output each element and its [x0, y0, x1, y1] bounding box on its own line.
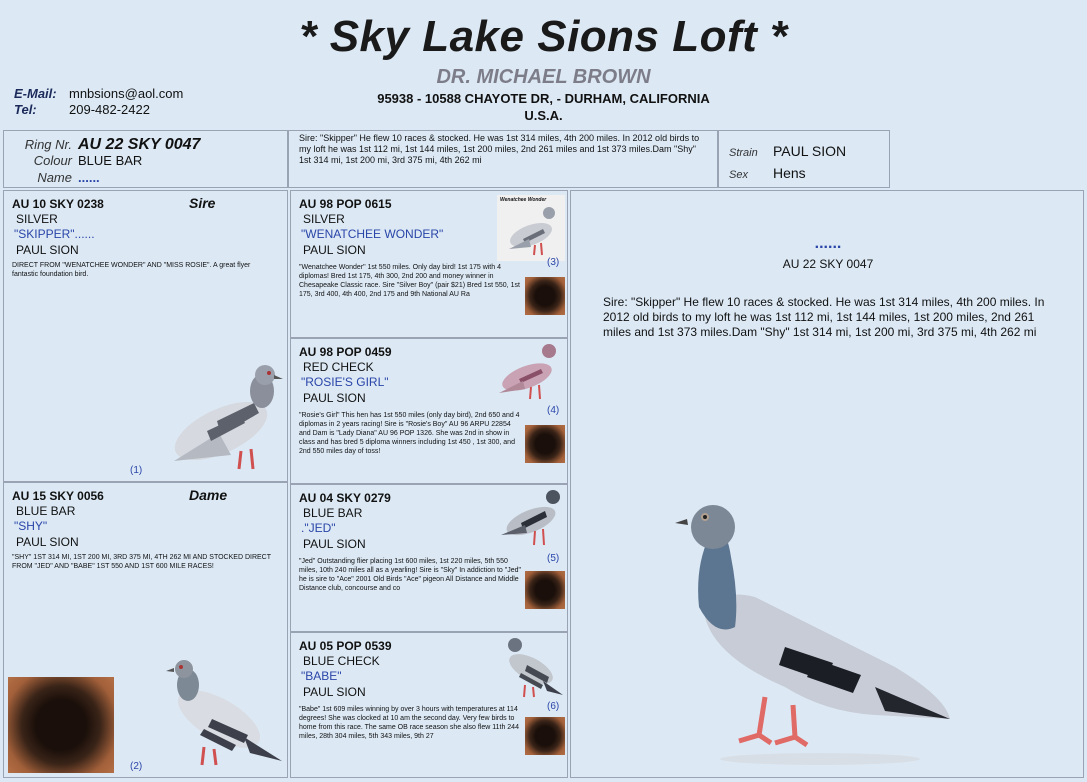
strain-sex-box: [718, 130, 890, 188]
sire-pigeon-image: [159, 363, 287, 478]
gp3-cell: [290, 190, 568, 338]
sire-role: Sire: [189, 195, 216, 211]
tel-value: 209-482-2422: [69, 102, 150, 117]
dame-desc: "SHY" 1ST 314 MI, 1ST 200 MI, 3RD 375 MI, 4TH 262 MI AND STOCKED DIRECT FROM "JED" AND "BABE" 1ST 550 AND 1ST 600 MILE RACES!: [12, 554, 271, 570]
gp6-cell: [290, 632, 568, 778]
gp4-ring: AU 98 POP 0459: [299, 345, 392, 359]
gp3-number: (3): [547, 257, 560, 268]
sire-cell: [3, 190, 288, 482]
street-address: 95938 - 10588 CHAYOTE DR, - DURHAM, CALIFORNIA: [377, 91, 710, 106]
main-desc: Sire: "Skipper" He flew 10 races & stocked. He was 1st 314 miles, 4th 200 miles. In 2012 old birds to my loft he was 1st 112 mi, 1st 144 miles, 1st 200 miles, 2nd 261 miles and 1st 373 miles.Dam "Shy" 1st 314 mi, 1st 200 mi, 3rd 375 mi, 4th 262 mi: [603, 295, 1045, 339]
sire-number: (1): [130, 465, 143, 476]
dame-strain: PAUL SION: [16, 535, 79, 549]
gp3-pigeon-image: [501, 203, 563, 259]
tel-label: Tel:: [14, 102, 37, 117]
gp4-name: "ROSIE'S GIRL": [301, 375, 389, 389]
strain-label: Strain: [729, 147, 758, 159]
email-value[interactable]: mnbsions@aol.com: [69, 86, 184, 101]
gp4-eye-image: [525, 425, 565, 463]
gp3-eye-image: [525, 277, 565, 315]
contact-info: [14, 86, 183, 118]
gp6-name: "BABE": [301, 669, 342, 683]
main-pigeon-image: [675, 497, 965, 767]
strain-row: [729, 143, 846, 159]
note-box: Sire: "Skipper" He flew 10 races & stocked. He was 1st 314 miles, 4th 200 miles. In 2012 old birds to my loft he was 1st 112 mi, 1st 144 miles, 1st 200 miles, 2nd 261 miles and 1st 373 miles.Dam "Shy" 1st 314 mi, 1st 200 mi, 3rd 375 mi, 4th 262 mi: [288, 130, 718, 188]
dame-pigeon-image: [164, 657, 284, 771]
email-label: E-Mail:: [14, 86, 57, 101]
gp6-number: (6): [547, 701, 560, 712]
gp3-name: "WENATCHEE WONDER": [301, 227, 444, 241]
gp4-strain: PAUL SION: [303, 391, 366, 405]
dame-name: "SHY": [14, 519, 48, 533]
ring-label: Ring Nr.: [24, 137, 72, 152]
sex-label: Sex: [729, 169, 748, 181]
colour-value: BLUE BAR: [78, 153, 143, 168]
owner-name: DR. MICHAEL BROWN: [436, 66, 651, 88]
gp5-strain: PAUL SION: [303, 537, 366, 551]
gp5-color: BLUE BAR: [303, 506, 363, 520]
gp5-eye-image: [525, 571, 565, 609]
name-row: [22, 170, 100, 185]
gp6-eye-image: [525, 717, 565, 755]
sire-ring: AU 10 SKY 0238: [12, 197, 104, 211]
sire-color: SILVER: [16, 212, 58, 226]
gp6-color: BLUE CHECK: [303, 654, 380, 668]
gp5-desc: "Jed" Outstanding flier placing 1st 600 miles, 1st 220 miles, 5th 550 miles, 10th 240 miles all as a yearling! Sire is "Sky" In addiction to "Jed" he is sire to "Ace" 2001 Old Birds "Ace" pigeon All Distance and Middle Distance club, concourse and co: [299, 558, 521, 592]
main-ring: AU 22 SKY 0047: [782, 257, 874, 271]
gp5-name: ."JED": [301, 521, 336, 535]
gp3-desc: "Wenatchee Wonder" 1st 550 miles. Only day bird! 1st 175 with 4 diplomas! Bred 1st 175, 4th 300, 2nd 200 and money winner in Chesapeake Classic race. Sire "Silver Boy" (pair $21) Bred 1st 550, 1st 175, 3rd 400, 4th 400, 2nd 175 and 9th National AU Ra: [299, 264, 520, 298]
ring-info-box: [3, 130, 288, 188]
name-value: ......: [78, 170, 100, 185]
gp4-desc: "Rosie's Girl" This hen has 1st 550 miles (only day bird), 2nd 650 and 4 diplomas in 2 years racing! Sire is "Rosie's Boy" AU 96 ARPU 22854 and Dam is "Lady Diana" AU 96 POP 1326. She was 2nd in show in class and has bred 5 diploma winners including 1st 450 , 1st 300, and 2nd 550 miles day of toss!: [299, 412, 520, 455]
gp6-pigeon-image: [503, 635, 565, 699]
gp4-pigeon-image: [493, 341, 565, 403]
gp6-strain: PAUL SION: [303, 685, 366, 699]
gp5-ring: AU 04 SKY 0279: [299, 491, 391, 505]
sire-desc: DIRECT FROM "WENATCHEE WONDER" AND "MISS ROSIE". A great flyer fantastic foundation bird.: [12, 262, 251, 278]
page-title: * Sky Lake Sions Loft *: [299, 12, 788, 61]
main-dots: ......: [814, 235, 842, 252]
gp3-ring: AU 98 POP 0615: [299, 197, 392, 211]
sex-row: [729, 165, 806, 181]
gp5-cell: [290, 484, 568, 632]
country: U.S.A.: [524, 108, 563, 123]
gp4-number: (4): [547, 405, 560, 416]
dame-role: Dame: [189, 487, 228, 503]
name-label: Name: [37, 170, 72, 185]
gp5-number: (5): [547, 553, 560, 564]
gp4-cell: [290, 338, 568, 484]
sex-value: Hens: [773, 165, 806, 181]
gp3-color: SILVER: [303, 212, 345, 226]
main-bird-cell: [570, 190, 1084, 778]
gp3-thumb-frame: [497, 195, 565, 261]
colour-label: Colour: [33, 153, 72, 168]
dame-eye-image: [8, 677, 114, 773]
dame-ring: AU 15 SKY 0056: [12, 489, 104, 503]
colour-row: [22, 153, 142, 168]
dame-color: BLUE BAR: [16, 504, 76, 518]
strain-value: PAUL SION: [773, 143, 847, 159]
gp6-desc: "Babe" 1st 609 miles winning by over 3 hours with temperatures at 114 degrees! She was clocked at 10 am the second day. Very few birds to home from this race. The same OB race season she also flew 11th 244 miles, 28th 304 miles, 5th 343 miles, 9th 27: [299, 706, 519, 740]
sire-strain: PAUL SION: [16, 243, 79, 257]
sire-name: "SKIPPER"......: [14, 227, 95, 241]
ring-row: [22, 136, 200, 154]
dame-cell: [3, 482, 288, 778]
gp3-strain: PAUL SION: [303, 243, 366, 257]
gp5-pigeon-image: [497, 487, 565, 551]
gp4-color: RED CHECK: [303, 360, 374, 374]
ring-number: AU 22 SKY 0047: [78, 136, 201, 153]
gp6-ring: AU 05 POP 0539: [299, 639, 392, 653]
dame-number: (2): [130, 761, 143, 772]
gp3-thumb-caption: Wenatchee Wonder: [500, 197, 547, 203]
